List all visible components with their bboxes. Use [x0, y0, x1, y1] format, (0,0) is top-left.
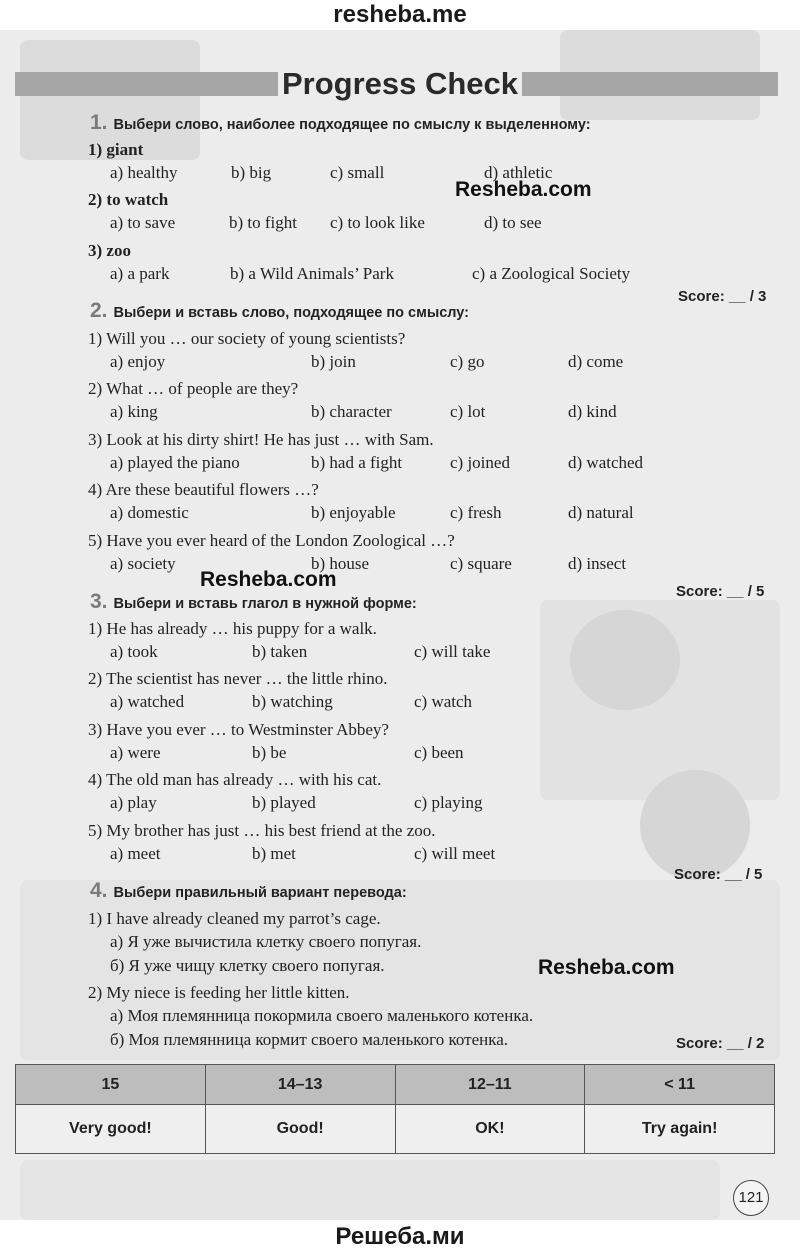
question: 3) Have you ever … to Westminster Abbey? [88, 720, 389, 739]
question: 2) The scientist has never … the little rhino. [88, 669, 388, 688]
option: a) were [110, 743, 161, 762]
option: b) played [252, 793, 316, 812]
option: c) playing [414, 793, 483, 812]
option: b) character [311, 402, 392, 421]
title-bar-right [522, 72, 778, 96]
question: 1) giant [88, 140, 144, 159]
score-rating-row [16, 1105, 775, 1154]
watermark: Resheba.com [200, 568, 337, 591]
option: c) will take [414, 642, 491, 661]
option: d) natural [568, 503, 634, 522]
watermark: Resheba.com [455, 178, 592, 201]
option: a) play [110, 793, 157, 812]
section-number: 2. [90, 299, 108, 322]
section-4-score: Score: __ / 2 [676, 1035, 765, 1052]
page-number: 121 [733, 1180, 769, 1216]
option: a) watched [110, 692, 185, 711]
watermark: Resheba.com [538, 956, 675, 979]
section-3-heading [90, 590, 417, 614]
option: d) kind [568, 402, 617, 421]
top-watermark: resheba.me [0, 0, 800, 30]
score-range-cell: 15 [16, 1065, 206, 1105]
question: 4) Are these beautiful flowers …? [88, 480, 319, 499]
option: d) come [568, 352, 624, 371]
section-number: 1. [90, 111, 108, 134]
option: c) a Zoological Society [472, 264, 631, 283]
option: b) a Wild Animals’ Park [230, 264, 394, 283]
option: c) will meet [414, 844, 496, 863]
question: 2) What … of people are they? [88, 379, 299, 398]
question: 4) The old man has already … with his cat. [88, 770, 382, 789]
section-1-heading [90, 111, 591, 135]
option: b) had a fight [311, 453, 403, 472]
background-shape [570, 610, 680, 710]
option: c) go [450, 352, 485, 371]
section-1-score: Score: __ / 3 [678, 288, 767, 305]
background-shape [640, 770, 750, 880]
question: 1) I have already cleaned my parrot’s cage. [88, 909, 381, 928]
question: 1) Will you … our society of young scientists? [88, 329, 406, 348]
score-rating-cell: Good! [205, 1105, 395, 1154]
option: b) join [311, 352, 356, 371]
option: b) house [311, 554, 370, 573]
section-instruction: Выбери слово, наиболее подходящее по смыслу к выделенному: [113, 117, 591, 133]
option: c) to look like [330, 213, 425, 232]
section-number: 3. [90, 590, 108, 613]
bottom-watermark: Решеба.ми [0, 1220, 800, 1254]
score-range-row [16, 1065, 775, 1105]
background-shape [20, 1160, 720, 1220]
option: б) Моя племянница кормит своего маленького котенка. [110, 1030, 509, 1049]
question: 1) He has already … his puppy for a walk. [88, 619, 377, 638]
option: a) king [110, 402, 158, 421]
option: b) met [252, 844, 296, 863]
option: a) enjoy [110, 352, 166, 371]
option: c) joined [450, 453, 510, 472]
option: а) Я уже вычистила клетку своего попугая. [110, 932, 422, 951]
section-2-heading [90, 299, 469, 323]
option: c) watch [414, 692, 473, 711]
section-number: 4. [90, 879, 108, 902]
section-instruction: Выбери правильный вариант перевода: [113, 885, 407, 901]
section-2-score: Score: __ / 5 [676, 583, 765, 600]
option: d) to see [484, 213, 542, 232]
option: a) took [110, 642, 158, 661]
question: 2) to watch [88, 190, 169, 209]
option: d) watched [568, 453, 644, 472]
option: б) Я уже чищу клетку своего попугая. [110, 956, 385, 975]
option: b) enjoyable [311, 503, 396, 522]
title-bar-left [15, 72, 278, 96]
question: 3) zoo [88, 241, 131, 260]
question: 3) Look at his dirty shirt! He has just … with Sam. [88, 430, 434, 449]
section-3-score: Score: __ / 5 [674, 866, 763, 883]
option: a) a park [110, 264, 170, 283]
option: c) small [330, 163, 385, 182]
score-rating-cell: Try again! [585, 1105, 775, 1154]
option: a) healthy [110, 163, 178, 182]
option: c) square [450, 554, 512, 573]
option: c) fresh [450, 503, 502, 522]
option: b) taken [252, 642, 308, 661]
section-4-heading [90, 879, 407, 903]
score-range-cell: 12–11 [395, 1065, 585, 1105]
score-rating-cell: OK! [395, 1105, 585, 1154]
option: b) watching [252, 692, 333, 711]
option: c) been [414, 743, 464, 762]
option: b) be [252, 743, 287, 762]
option: d) insect [568, 554, 627, 573]
option: a) domestic [110, 503, 189, 522]
option: b) big [231, 163, 272, 182]
option: a) society [110, 554, 176, 573]
option: а) Моя племянница покормила своего маленького котенка. [110, 1006, 534, 1025]
question: 5) My brother has just … his best friend at the zoo. [88, 821, 436, 840]
score-range-cell: 14–13 [205, 1065, 395, 1105]
section-instruction: Выбери и вставь глагол в нужной форме: [113, 596, 417, 612]
option: a) meet [110, 844, 161, 863]
option: d) athletic [484, 163, 553, 182]
score-rating-cell: Very good! [16, 1105, 206, 1154]
page-title: Progress Check [281, 66, 519, 101]
option: a) to save [110, 213, 176, 232]
option: c) lot [450, 402, 486, 421]
section-instruction: Выбери и вставь слово, подходящее по смыслу: [113, 305, 470, 321]
score-table [15, 1064, 775, 1154]
question: 2) My niece is feeding her little kitten. [88, 983, 350, 1002]
option: a) played the piano [110, 453, 240, 472]
question: 5) Have you ever heard of the London Zoological …? [88, 531, 455, 550]
score-range-cell: < 11 [585, 1065, 775, 1105]
option: b) to fight [229, 213, 297, 232]
